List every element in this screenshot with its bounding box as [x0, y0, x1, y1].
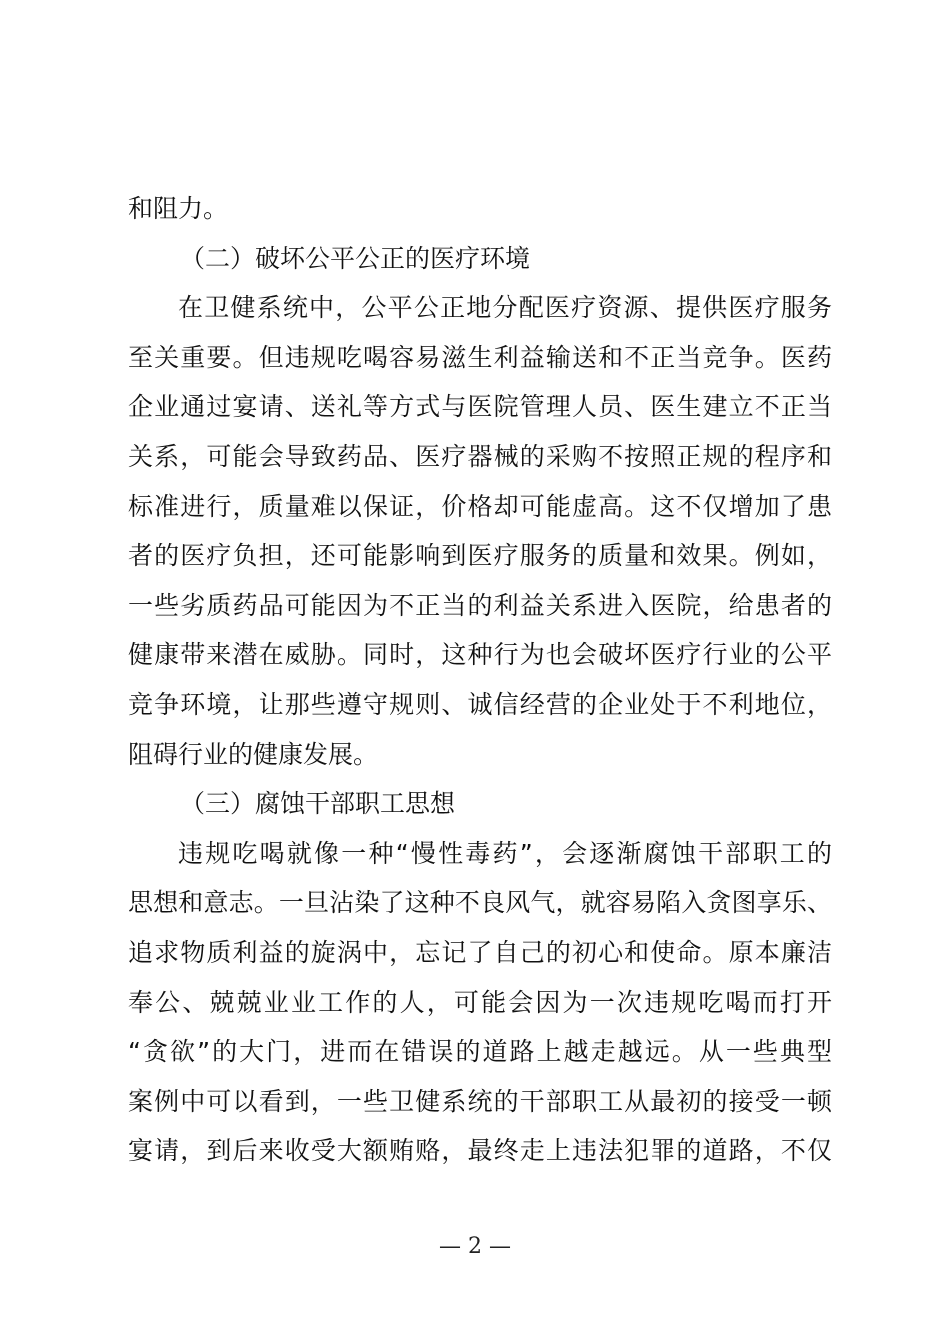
paragraph-line: 标准进行，质量难以保证，价格却可能虚高。这不仅增加了患	[128, 491, 832, 521]
body-text	[128, 184, 832, 1176]
paragraph-line: 健康带来潜在威胁。同时，这种行为也会破坏医疗行业的公平	[128, 640, 832, 670]
paragraph-line: 竞争环境，让那些遵守规则、诚信经营的企业处于不利地位，	[128, 689, 832, 719]
paragraph-line: 一些劣质药品可能因为不正当的利益关系进入医院，给患者的	[128, 590, 832, 620]
paragraph-line: 追求物质利益的旋涡中，忘记了自己的初心和使命。原本廉洁	[128, 937, 832, 967]
paragraph-line: 案例中可以看到，一些卫健系统的干部职工从最初的接受一顿	[128, 1086, 832, 1116]
paragraph-line: 在卫健系统中，公平公正地分配医疗资源、提供医疗服务	[178, 293, 832, 323]
paragraph-line: 关系，可能会导致药品、医疗器械的采购不按照正规的程序和	[128, 441, 832, 471]
paragraph-line: 企业通过宴请、送礼等方式与医院管理人员、医生建立不正当	[128, 392, 832, 422]
section-heading: （三）腐蚀干部职工思想	[180, 789, 456, 819]
paragraph-line: 奉公、兢兢业业工作的人，可能会因为一次违规吃喝而打开	[128, 987, 832, 1017]
paragraph-line: 和阻力。	[128, 194, 229, 223]
paragraph-line: 阻碍行业的健康发展。	[128, 739, 379, 769]
paragraph-line: 至关重要。但违规吃喝容易滋生利益输送和不正当竞争。医药	[128, 342, 832, 372]
paragraph-line: 者的医疗负担，还可能影响到医疗服务的质量和效果。例如，	[128, 541, 832, 571]
paragraph-line: “贪欲”的大门，进而在错误的道路上越走越远。从一些典型	[128, 1037, 832, 1067]
section-heading: （二）破坏公平公正的医疗环境	[180, 243, 531, 273]
page-number: — 2 —	[439, 1234, 511, 1259]
paragraph-line: 思想和意志。一旦沾染了这种不良风气，就容易陷入贪图享乐、	[128, 888, 832, 918]
paragraph-line: 违规吃喝就像一种“慢性毒药”，会逐渐腐蚀干部职工的	[178, 838, 832, 868]
paragraph-line: 宴请，到后来收受大额贿赂，最终走上违法犯罪的道路，不仅	[128, 1136, 832, 1166]
